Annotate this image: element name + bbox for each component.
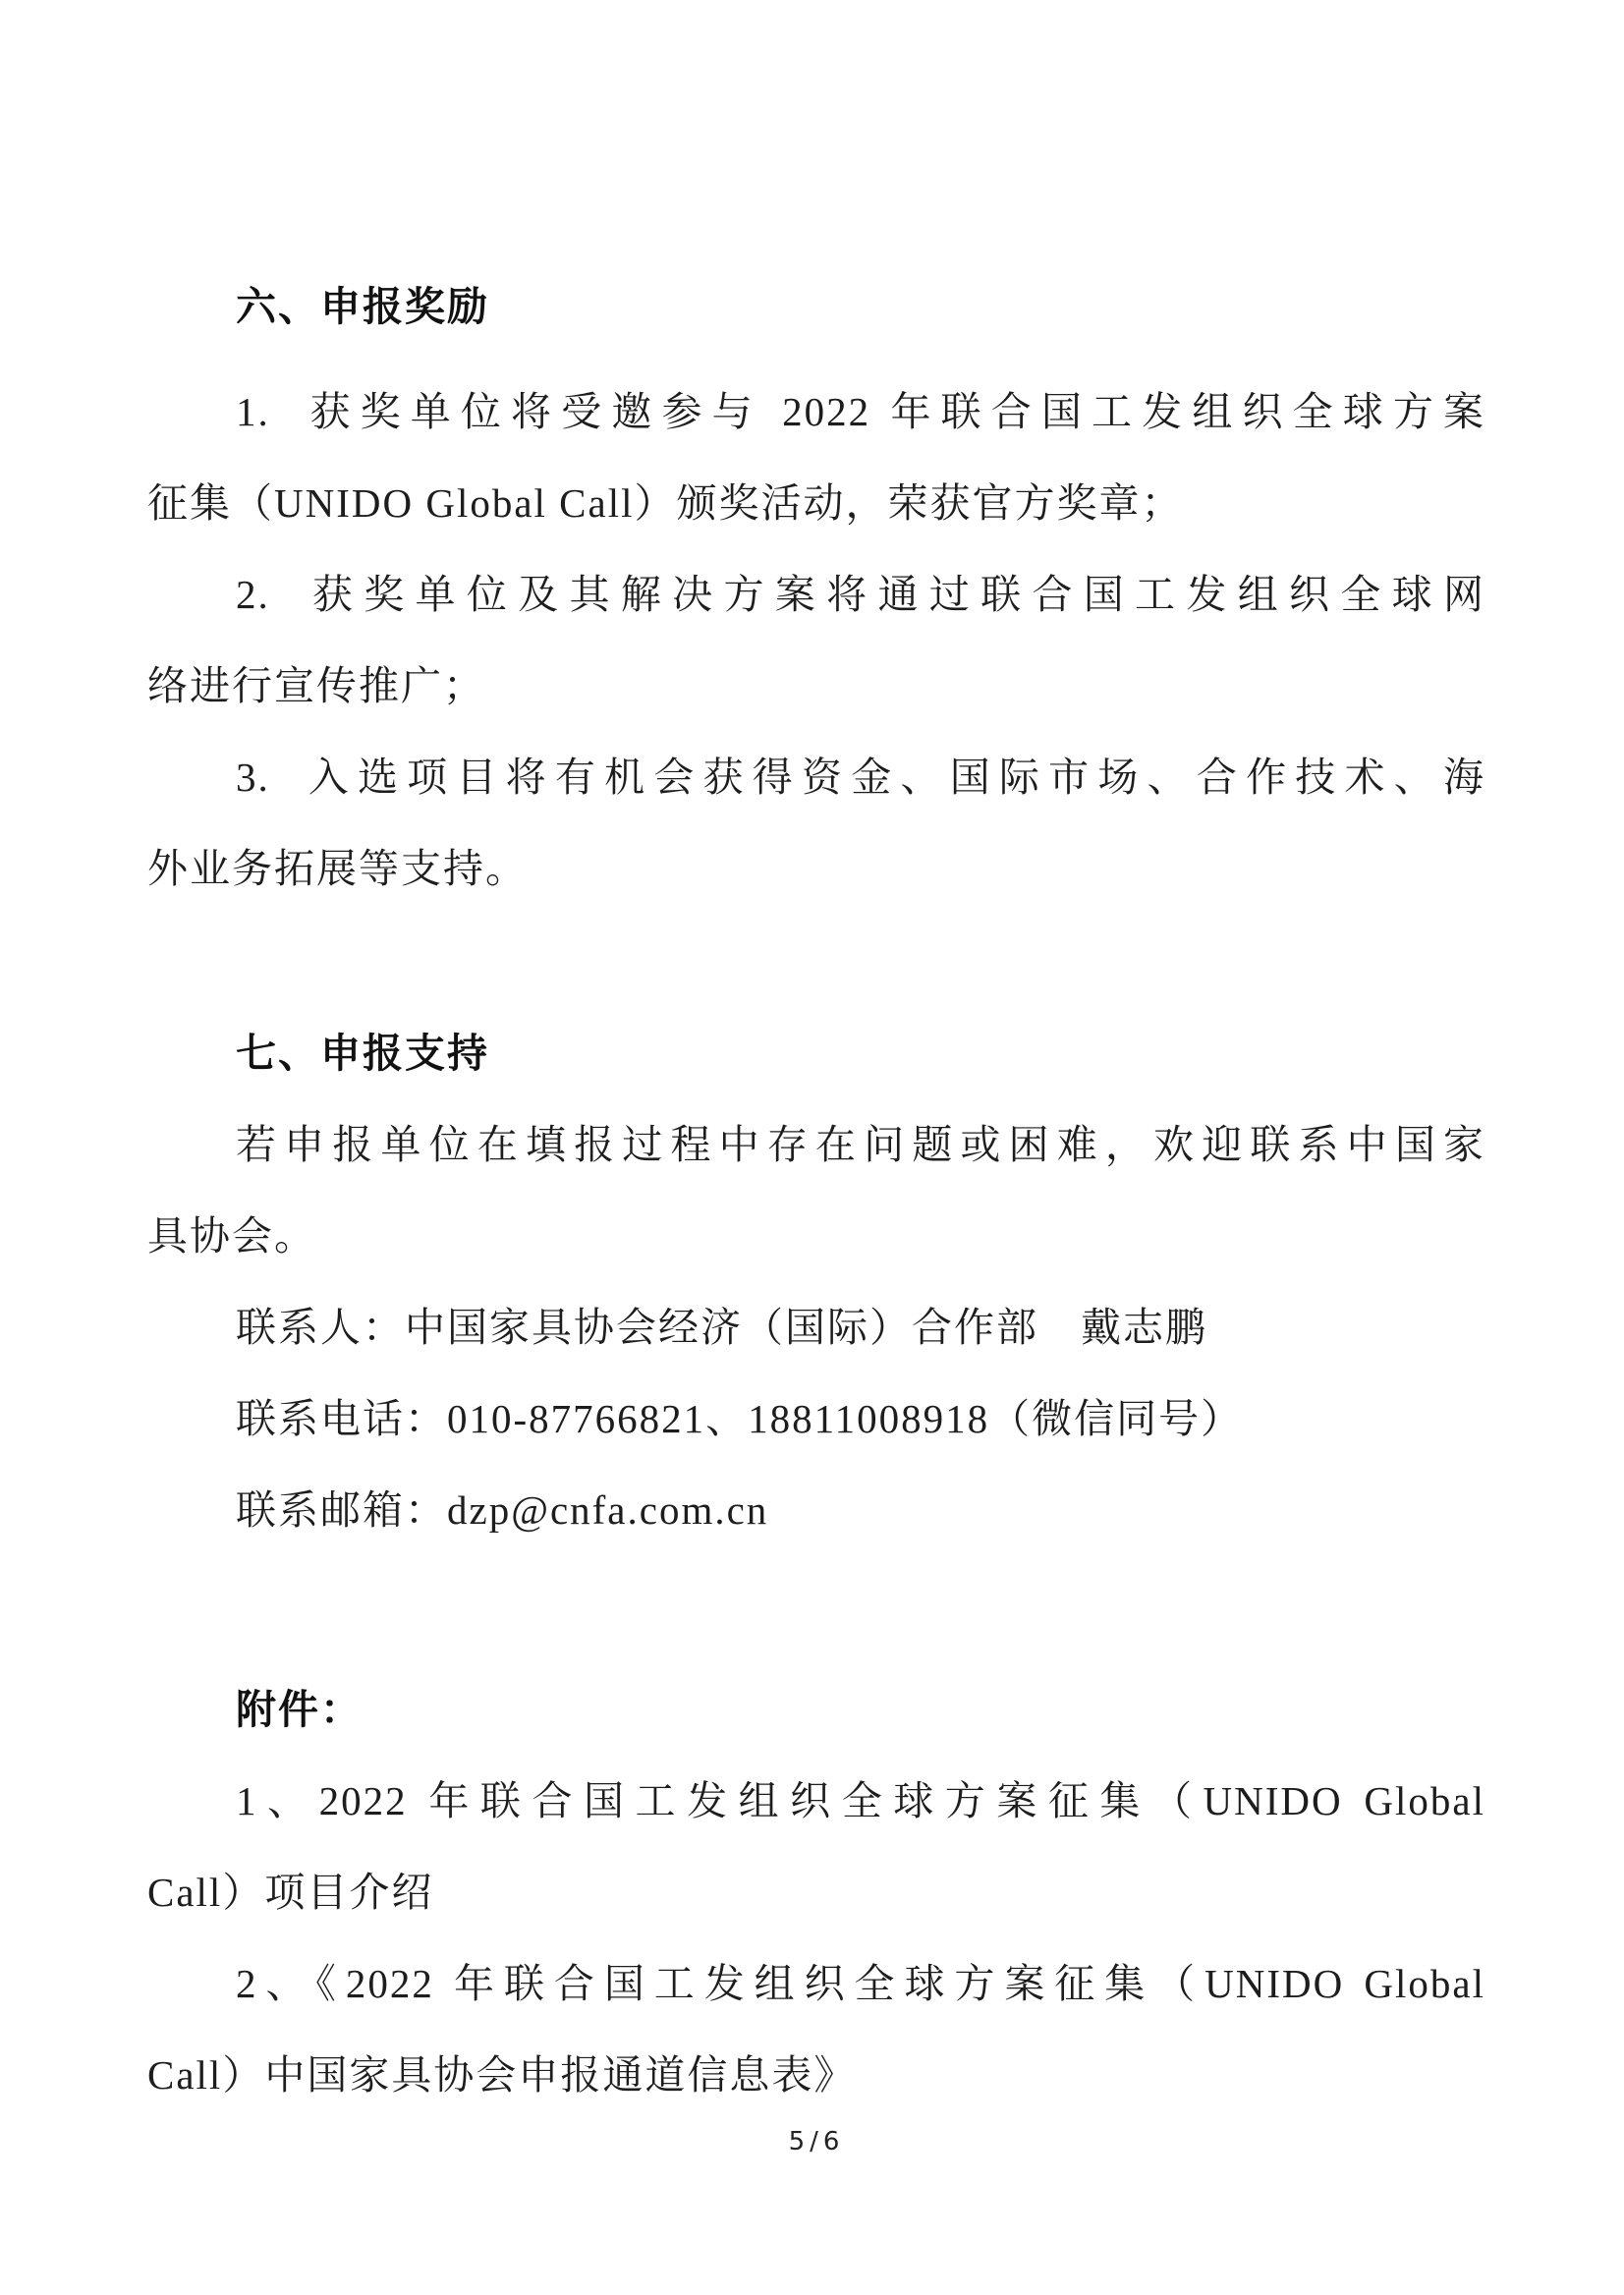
page-number: 5/6 — [788, 2127, 845, 2156]
attachment1-line1: 1、2022 年联合国工发组织全球方案征集（UNIDO Global — [236, 1778, 1485, 1823]
section6-item2-line2: 络进行宣传推广； — [147, 663, 485, 708]
section6-item3-line2: 外业务拓展等支持。 — [147, 846, 528, 891]
section6-heading: 六、申报奖励 — [236, 284, 489, 329]
contact-person-line: 联系人：中国家具协会经济（国际）合作部 戴志鹏 — [236, 1305, 1207, 1350]
section7-heading: 七、申报支持 — [236, 1031, 489, 1076]
attachment1-line2: Call）项目介绍 — [147, 1870, 434, 1915]
attachment2-line2: Call）中国家具协会申报通道信息表》 — [147, 2052, 857, 2098]
section6-item1-line2: 征集（UNIDO Global Call）颁奖活动，荣获官方奖章； — [147, 480, 1184, 526]
section7-para-line2: 具协会。 — [147, 1213, 316, 1259]
section7-para-line1: 若申报单位在填报过程中存在问题或困难，欢迎联系中国家 — [236, 1122, 1485, 1167]
section6-item2-line1: 2. 获奖单位及其解决方案将通过联合国工发组织全球网 — [236, 572, 1485, 617]
section6-item3-line1: 3. 入选项目将有机会获得资金、国际市场、合作技术、海 — [236, 755, 1485, 800]
attachment2-line1: 2、《2022 年联合国工发组织全球方案征集（UNIDO Global — [236, 1961, 1485, 2006]
attachments-heading: 附件： — [236, 1687, 363, 1732]
contact-phone-line: 联系电话：010-87766821、18811008918（微信同号） — [236, 1396, 1244, 1441]
section6-item1-line1: 1. 获奖单位将受邀参与 2022 年联合国工发组织全球方案 — [236, 389, 1485, 434]
contact-email-line: 联系邮箱：dzp@cnfa.com.cn — [236, 1487, 769, 1533]
